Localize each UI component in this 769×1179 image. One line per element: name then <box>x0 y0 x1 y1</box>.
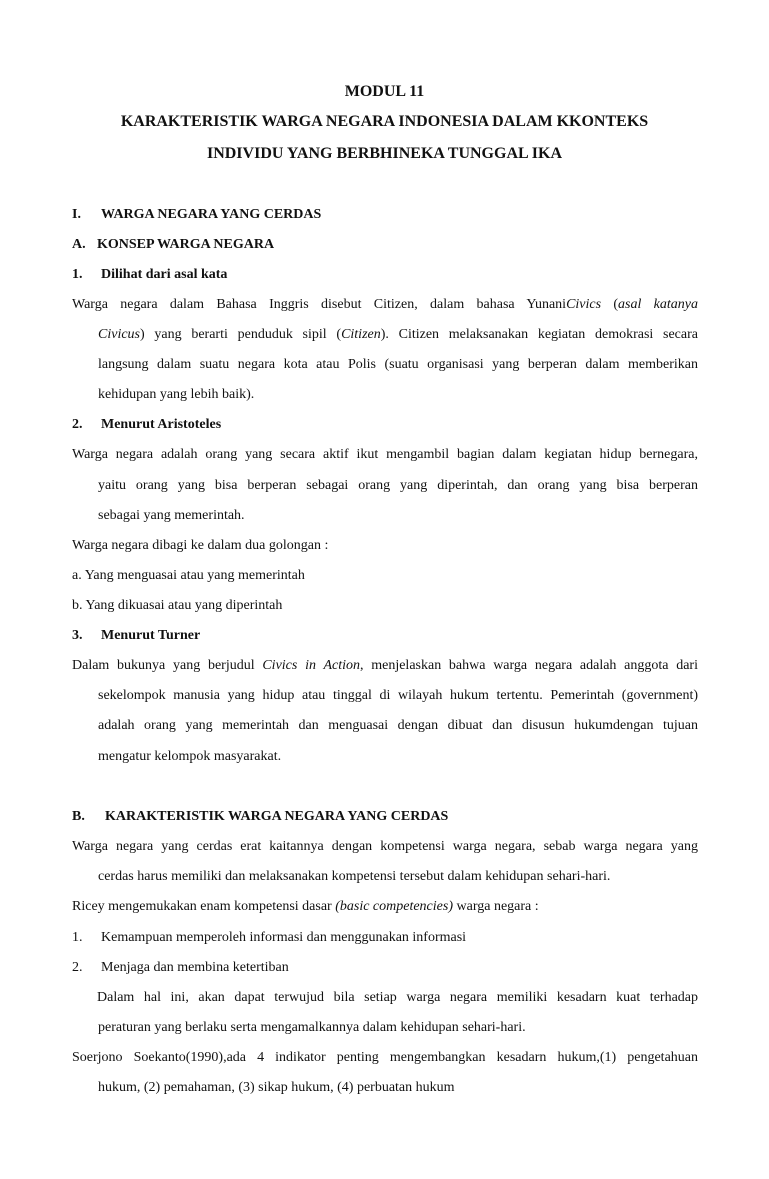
item-2-line-4: Warga negara dibagi ke dalam dua golongan : <box>72 538 329 553</box>
item-3-line-3: adalah orang yang memerintah dan menguasai dengan dibuat dan disusun hukumdengan tujuan <box>98 718 698 733</box>
item-3-line-1-rest: , menjelaskan bahwa warga negara adalah anggota dari <box>359 658 698 673</box>
document-title-line-2: INDIVIDU YANG BERBHINEKA TUNGGAL IKA <box>206 145 563 162</box>
section-B-line-3-rest: warga negara : <box>453 899 539 914</box>
section-B-line-1: Warga negara yang cerdas erat kaitannya dengan kompetensi warga negara, sebab warga negara yang <box>72 839 698 854</box>
item-1-civics: Civics <box>566 297 602 312</box>
item-1-paren: ( <box>601 297 619 312</box>
section-I-title: WARGA NEGARA YANG CERDAS <box>101 207 322 222</box>
item-3-line-1-text: Dalam bukunya yang berjudul <box>72 658 263 673</box>
item-3-title: Menurut Turner <box>101 628 201 643</box>
item-1-line-2-rest: ). Citizen melaksanakan kegiatan demokrasi secara <box>380 327 698 342</box>
section-B-line-3 <box>72 898 698 916</box>
item-3-line-2: sekelompok manusia yang hidup atau tinggal di wilayah hukum tertentu. Pemerintah (government) <box>98 688 698 703</box>
section-A-number: A. <box>72 237 86 252</box>
item-1-asal-katanya: asal katanya <box>618 297 698 312</box>
section-B-line-2: cerdas harus memiliki dan melaksanakan kompetensi tersebut dalam kehidupan sehari-hari. <box>98 869 611 884</box>
competency-2-para-line-2: peraturan yang berlaku serta mengamalkannya dalam kehidupan sehari-hari. <box>98 1020 526 1035</box>
item-2-sub-a: a. Yang menguasai atau yang memerintah <box>72 568 305 583</box>
item-2-line-1: Warga negara adalah orang yang secara aktif ikut mengambil bagian dalam kegiatan hidup bernegara, <box>72 447 698 462</box>
soekanto-line-1: Soerjono Soekanto(1990),ada 4 indikator penting mengembangkan kesadarn hukum,(1) pengetahuan <box>72 1050 698 1065</box>
item-1-line-1-text: Warga negara dalam Bahasa Inggris disebut Citizen, dalam bahasa Yunani <box>72 297 567 312</box>
section-B-line-3-text: Ricey mengemukakan enam kompetensi dasar <box>72 899 336 914</box>
item-3-heading <box>72 627 698 645</box>
item-1-title: Dilihat dari asal kata <box>101 267 228 282</box>
section-I-number: I. <box>72 207 81 222</box>
item-1-line-4: kehidupan yang lebih baik). <box>98 387 255 402</box>
section-B-title: KARAKTERISTIK WARGA NEGARA YANG CERDAS <box>105 809 449 824</box>
item-3-line-4: mengatur kelompok masyarakat. <box>98 749 282 764</box>
item-1-civicus: Civicus <box>98 327 140 342</box>
item-2-heading <box>72 416 698 434</box>
item-2-sub-b: b. Yang dikuasai atau yang diperintah <box>72 598 283 613</box>
section-B-number: B. <box>72 809 85 824</box>
section-I-heading <box>72 206 698 224</box>
competency-1 <box>72 929 698 947</box>
competency-2-number: 2. <box>72 960 83 975</box>
item-3-line-1 <box>72 657 698 675</box>
section-B-heading <box>72 808 698 826</box>
competency-2 <box>72 959 698 977</box>
competency-1-number: 1. <box>72 930 83 945</box>
item-2-number: 2. <box>72 417 83 432</box>
soekanto-line-2: hukum, (2) pemahaman, (3) sikap hukum, (4) perbuatan hukum <box>98 1080 455 1095</box>
item-1-citizen: Citizen <box>341 327 381 342</box>
section-A-title: KONSEP WARGA NEGARA <box>97 237 275 252</box>
item-1-line-2 <box>98 326 698 344</box>
document-title-line-1: KARAKTERISTIK WARGA NEGARA INDONESIA DALAM KKONTEKS <box>120 113 649 130</box>
item-2-line-3: sebagai yang memerintah. <box>98 508 245 523</box>
item-1-line-2-text: ) yang berarti penduduk sipil ( <box>140 327 342 342</box>
section-A-heading <box>72 236 698 254</box>
item-1-line-1 <box>72 296 698 314</box>
competency-2-para-line-1: Dalam hal ini, akan dapat terwujud bila setiap warga negara memiliki kesadarn kuat terhadap <box>97 990 698 1005</box>
item-1-line-3: langsung dalam suatu negara kota atau Polis (suatu organisasi yang berperan dalam memberikan <box>98 357 698 372</box>
item-3-book-title: Civics in Action <box>262 658 360 673</box>
item-3-number: 3. <box>72 628 83 643</box>
item-1-number: 1. <box>72 267 83 282</box>
competency-1-text: Kemampuan memperoleh informasi dan menggunakan informasi <box>101 930 467 945</box>
item-1-heading <box>72 266 698 284</box>
competency-2-text: Menjaga dan membina ketertiban <box>101 960 289 975</box>
item-2-title: Menurut Aristoteles <box>101 417 222 432</box>
basic-competencies: (basic competencies) <box>335 899 453 914</box>
module-label: MODUL 11 <box>344 83 425 100</box>
item-2-line-2: yaitu orang yang bisa berperan sebagai orang yang diperintah, dan orang yang bisa berperan <box>98 478 698 493</box>
